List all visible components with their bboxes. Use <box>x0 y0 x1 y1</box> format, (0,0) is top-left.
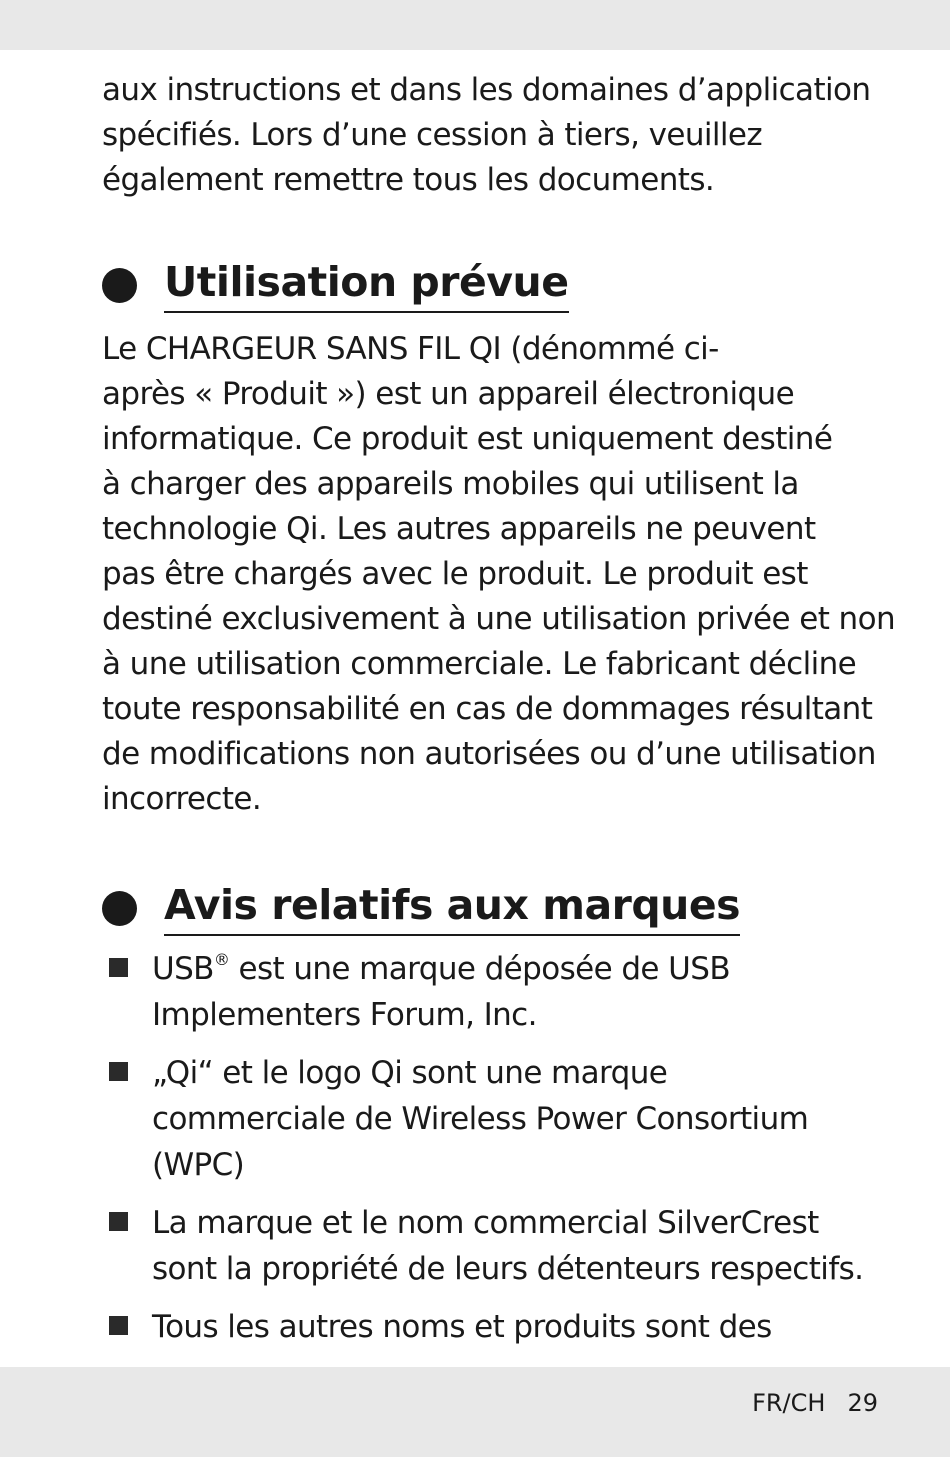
list-line: „Qi“ et le logo Qi sont une marque <box>152 1055 668 1091</box>
paragraph-line: de modifications non autorisées ou d’une utilisation <box>102 736 876 772</box>
paragraph-line: destiné exclusivement à une utilisation privée et non <box>102 601 896 637</box>
square-bullet-icon <box>109 1316 128 1335</box>
list-line: Implementers Forum, Inc. <box>152 997 537 1033</box>
paragraph-line: Le CHARGEUR SANS FIL QI (dénommé ci- <box>102 331 719 367</box>
list-line: sont la propriété de leurs détenteurs respectifs. <box>152 1251 864 1287</box>
list-item <box>102 1200 902 1292</box>
paragraph-line: incorrecte. <box>102 781 262 817</box>
list-item-text <box>152 946 730 1038</box>
section-heading-trademarks <box>102 880 902 936</box>
list-line-rest: est une marque déposée de USB <box>229 951 730 987</box>
square-bullet-icon <box>109 958 128 977</box>
trademark-list <box>102 946 902 1350</box>
section-title: Avis relatifs aux marques <box>164 880 740 936</box>
footer-locale: FR/CH <box>752 1389 826 1417</box>
section-title: Utilisation prévue <box>164 257 569 313</box>
list-item <box>102 946 902 1038</box>
page-content <box>102 68 902 1362</box>
list-line: (WPC) <box>152 1147 245 1183</box>
section-bullet-icon <box>102 891 137 926</box>
registered-mark: ® <box>213 950 230 969</box>
intro-line: aux instructions et dans les domaines d’application <box>102 72 871 108</box>
list-line: La marque et le nom commercial SilverCrest <box>152 1205 819 1241</box>
square-bullet-icon <box>109 1062 128 1081</box>
intro-paragraph <box>102 68 902 203</box>
brand-name: USB <box>152 951 214 987</box>
top-margin-band <box>0 0 950 50</box>
paragraph-line: à charger des appareils mobiles qui utilisent la <box>102 466 799 502</box>
list-item-text <box>152 1050 808 1188</box>
list-item <box>102 1050 902 1188</box>
list-item-text <box>152 1304 772 1350</box>
section-bullet-icon <box>102 268 137 303</box>
intended-use-paragraph <box>102 327 902 822</box>
page-footer <box>752 1385 878 1421</box>
square-bullet-icon <box>109 1212 128 1231</box>
intro-line: spécifiés. Lors d’une cession à tiers, veuillez <box>102 117 763 153</box>
list-line <box>152 946 730 992</box>
section-heading-intended-use <box>102 257 902 313</box>
list-item <box>102 1304 902 1350</box>
list-line: commerciale de Wireless Power Consortium <box>152 1101 809 1137</box>
paragraph-line: pas être chargés avec le produit. Le produit est <box>102 556 808 592</box>
paragraph-line: à une utilisation commerciale. Le fabricant décline <box>102 646 857 682</box>
paragraph-line: après « Produit ») est un appareil électronique <box>102 376 795 412</box>
paragraph-line: informatique. Ce produit est uniquement destiné <box>102 421 833 457</box>
list-item-text <box>152 1200 863 1292</box>
intro-line: également remettre tous les documents. <box>102 162 715 198</box>
list-line: Tous les autres noms et produits sont des <box>152 1309 772 1345</box>
paragraph-line: technologie Qi. Les autres appareils ne peuvent <box>102 511 816 547</box>
paragraph-line: toute responsabilité en cas de dommages résultant <box>102 691 873 727</box>
page-number: 29 <box>847 1389 878 1417</box>
